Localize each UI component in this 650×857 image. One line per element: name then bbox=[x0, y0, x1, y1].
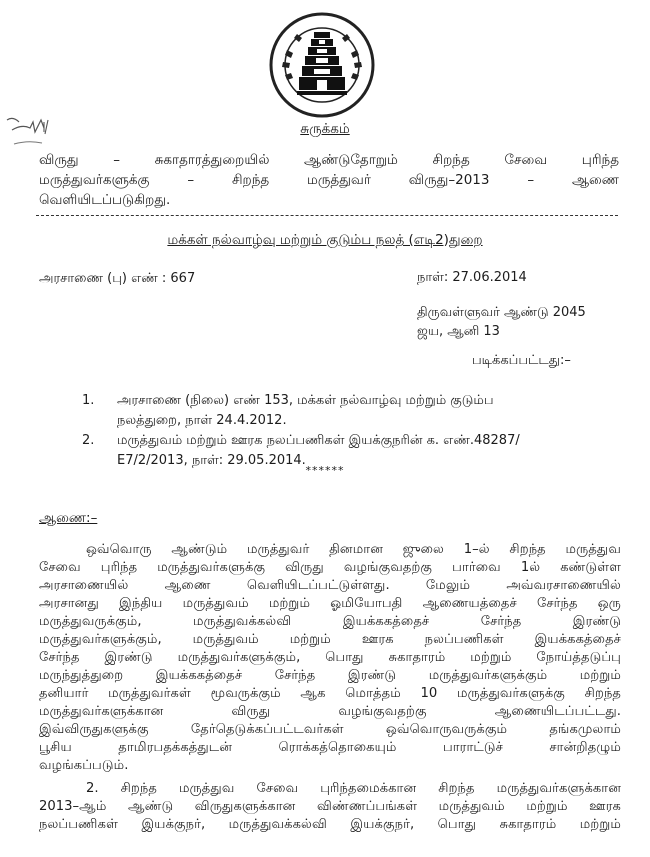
summary-heading: சுருக்கம் bbox=[300, 121, 350, 137]
paragraph-line: அரசானது இந்திய மருத்துவம் மற்றும் ஓமியோபதி ஆணையத்தைச் சேர்ந்த ஒரு bbox=[39, 596, 621, 611]
paragraph-line: வழங்கப்படும். bbox=[39, 758, 129, 773]
subject-line: மருத்துவர்களுக்கு – சிறந்த மருத்துவர் விருது–2013 – ஆணை bbox=[39, 172, 619, 188]
reference-number: 2. bbox=[82, 433, 95, 448]
paragraph-line: 2. சிறந்த மருத்துவ சேவை புரிந்தமைக்கான சிறந்த மருத்துவர்களுக்கான bbox=[86, 781, 621, 796]
order-paragraph-1 bbox=[39, 541, 621, 775]
tiruvalluvar-year: திருவள்ளுவர் ஆண்டு 2045 bbox=[417, 305, 586, 320]
reference-item bbox=[82, 391, 622, 431]
go-date: நாள்: 27.06.2014 bbox=[417, 270, 527, 285]
reference-number: 1. bbox=[82, 393, 95, 408]
reference-line: அரசாணை (நிலை) எண் 153, மக்கள் நல்வாழ்வு மற்றும் குடும்ப bbox=[117, 393, 494, 408]
paragraph-line: சேவை புரிந்த மருத்துவர்களுக்கு விருது வழங்குவதற்கு பார்வை 1ல் கண்டுள்ள bbox=[39, 560, 621, 575]
paragraph-line: ஒவ்வொரு ஆண்டும் மருத்துவர் தினமான ஜுலை 1–ல் சிறந்த மருத்துவ bbox=[86, 542, 621, 557]
references-list bbox=[82, 391, 622, 471]
order-label: ஆணை:– bbox=[39, 510, 98, 526]
dashed-divider bbox=[36, 215, 618, 216]
tamil-month-date: ஜய, ஆனி 13 bbox=[417, 324, 500, 339]
order-paragraph-2 bbox=[39, 780, 621, 834]
paragraph-line: மருந்துத்துறை இயக்ககத்தைச் சேர்ந்த இரண்டு மருத்துவர்களுக்கும் மற்றும் bbox=[39, 668, 621, 683]
tamil-nadu-emblem-icon bbox=[267, 10, 377, 120]
reference-line: மருத்துவம் மற்றும் ஊரக நலப்பணிகள் இயக்குநரின் க. எண்.48287/ bbox=[117, 433, 520, 448]
subject-block bbox=[39, 150, 619, 210]
paragraph-line: 2013–ஆம் ஆண்டு விருதுகளுக்கான விண்ணப்பங்கள் மருத்துவம் மற்றும் ஊரக bbox=[39, 799, 621, 814]
department-title: மக்கள் நல்வாழ்வு மற்றும் குடும்ப நலத் (எடி2)துறை bbox=[167, 232, 483, 248]
subject-line: வெளியிடப்படுகிறது. bbox=[39, 192, 171, 208]
paragraph-line: தனியார் மருத்துவர்கள் மூவருக்கும் ஆக மொத்தம் 10 மருத்துவர்களுக்கு சிறந்த bbox=[39, 686, 621, 701]
paragraph-line: மருத்துவர்களுக்கும், மருத்துவம் மற்றும் ஊரக நலப்பணிகள் இயக்ககத்தைச் bbox=[39, 632, 621, 647]
reference-line: நலத்துறை, நாள் 24.4.2012. bbox=[117, 413, 287, 428]
read-label: படிக்கப்பட்டது:– bbox=[472, 353, 571, 368]
paragraph-line: நலப்பணிகள் இயக்குநர், மருத்துவக்கல்வி இயக்குநர், பொது சுகாதாரம் மற்றும் bbox=[39, 817, 621, 832]
paragraph-line: மருத்துவர்களுக்கான விருது வழங்குவதற்கு ஆணையிடப்பட்டது. bbox=[39, 704, 621, 719]
paragraph-line: இவ்விருதுகளுக்கு தேர்தெடுக்கப்பட்டவர்கள் ஒவ்வொருவருக்கும் தங்கமுலாம் bbox=[39, 722, 621, 737]
go-number: அரசாணை (பு) எண் : 667 bbox=[39, 271, 196, 286]
paragraph-line: மருத்துவருக்கும், மருத்துவக்கல்வி இயக்ககத்தைச் சேர்ந்த இரண்டு bbox=[39, 614, 621, 629]
paragraph-line: சேர்ந்த இரண்டு மருத்துவர்களுக்கும், பொது சுகாதாரம் மற்றும் நோய்த்தடுப்பு bbox=[39, 650, 621, 665]
subject-line: விருது – சுகாதாரத்துறையில் ஆண்டுதோறும் சிறந்த சேவை புரிந்த bbox=[39, 152, 619, 168]
paragraph-line: அரசாணையில் ஆணை வெளியிடப்பட்டுள்ளது. மேலும் அவ்வரசாணையில் bbox=[39, 578, 621, 593]
paragraph-line: பூசிய தாமிரபதக்கத்துடன் ரொக்கத்தொகையும் பாராட்டுச் சான்றிதழும் bbox=[39, 740, 621, 755]
separator-stars: ****** bbox=[305, 464, 345, 477]
reference-line: E7/2/2013, நாள்: 29.05.2014. bbox=[117, 453, 306, 468]
